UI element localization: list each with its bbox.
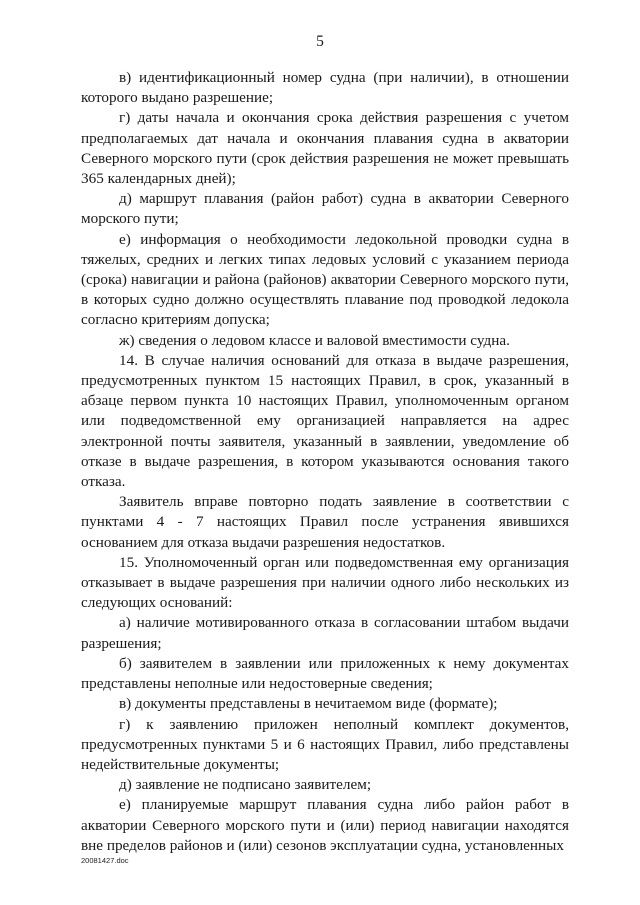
- paragraph-reapply: Заявитель вправе повторно подать заявление в соответствии с пунктами 4 - 7 настоящих Правил после устранения явившихся основанием для отказа выдачи разрешения недостатков.: [81, 493, 569, 551]
- paragraph-ground-v: в) документы представлены в нечитаемом виде (формате);: [119, 695, 498, 713]
- paragraph-item-d: д) маршрут плавания (район работ) судна в акватории Северного морского пути;: [81, 190, 569, 228]
- document-body: [81, 68, 569, 856]
- paragraph-ground-e: е) планируемые маршрут плавания судна либо район работ в акватории Северного морского пути и (или) период навигации находятся вне пределов районов и (или) сезонов эксплуатации судна, установленных: [81, 796, 569, 854]
- paragraph-clause-14: 14. В случае наличия оснований для отказа в выдаче разрешения, предусмотренных пунктом 15 настоящих Правил, в срок, указанный в абзаце первом пункта 10 настоящих Правил, уполномоченным органом или подведомственной ему организацией направляется на адрес электронной почты заявителя, указанный в заявлении, уведомление об отказе в выдаче разрешения, в котором указываются основания такого отказа.: [81, 351, 569, 491]
- file-name-footer: 20081427.doc: [81, 856, 129, 865]
- paragraph-ground-g: г) к заявлению приложен неполный комплект документов, предусмотренных пунктами 5 и 6 настоящих Правил, либо представлены недействительные документы;: [81, 715, 569, 773]
- paragraph-item-e: е) информация о необходимости ледокольной проводки судна в тяжелых, средних и легких типах ледовых условий с указанием периода (срока) навигации и района (районов) акватории Северного морского пути, в которых судно должно осуществлять плавание под проводкой ледокола согласно критериям допуска;: [81, 230, 569, 329]
- paragraph-item-v: в) идентификационный номер судна (при наличии), в отношении которого выдано разрешение;: [81, 69, 569, 107]
- page-number: 5: [316, 33, 324, 50]
- paragraph-ground-d: д) заявление не подписано заявителем;: [119, 776, 372, 794]
- paragraph-item-zh: ж) сведения о ледовом классе и валовой вместимости судна.: [119, 331, 510, 349]
- paragraph-item-g: г) даты начала и окончания срока действия разрешения с учетом предполагаемых дат начала и окончания плавания судна в акватории Северного морского пути (срок действия разрешения не может превышать 365 календарных дней);: [81, 109, 569, 188]
- paragraph-ground-b: б) заявителем в заявлении или приложенных к нему документах представлены неполные или недостоверные сведения;: [81, 654, 569, 693]
- paragraph-clause-15: 15. Уполномоченный орган или подведомственная ему организация отказывает в выдаче разрешения при наличии одного либо нескольких из следующих оснований:: [81, 553, 569, 612]
- paragraph-ground-a: а) наличие мотивированного отказа в согласовании штабом выдачи разрешения;: [81, 614, 569, 652]
